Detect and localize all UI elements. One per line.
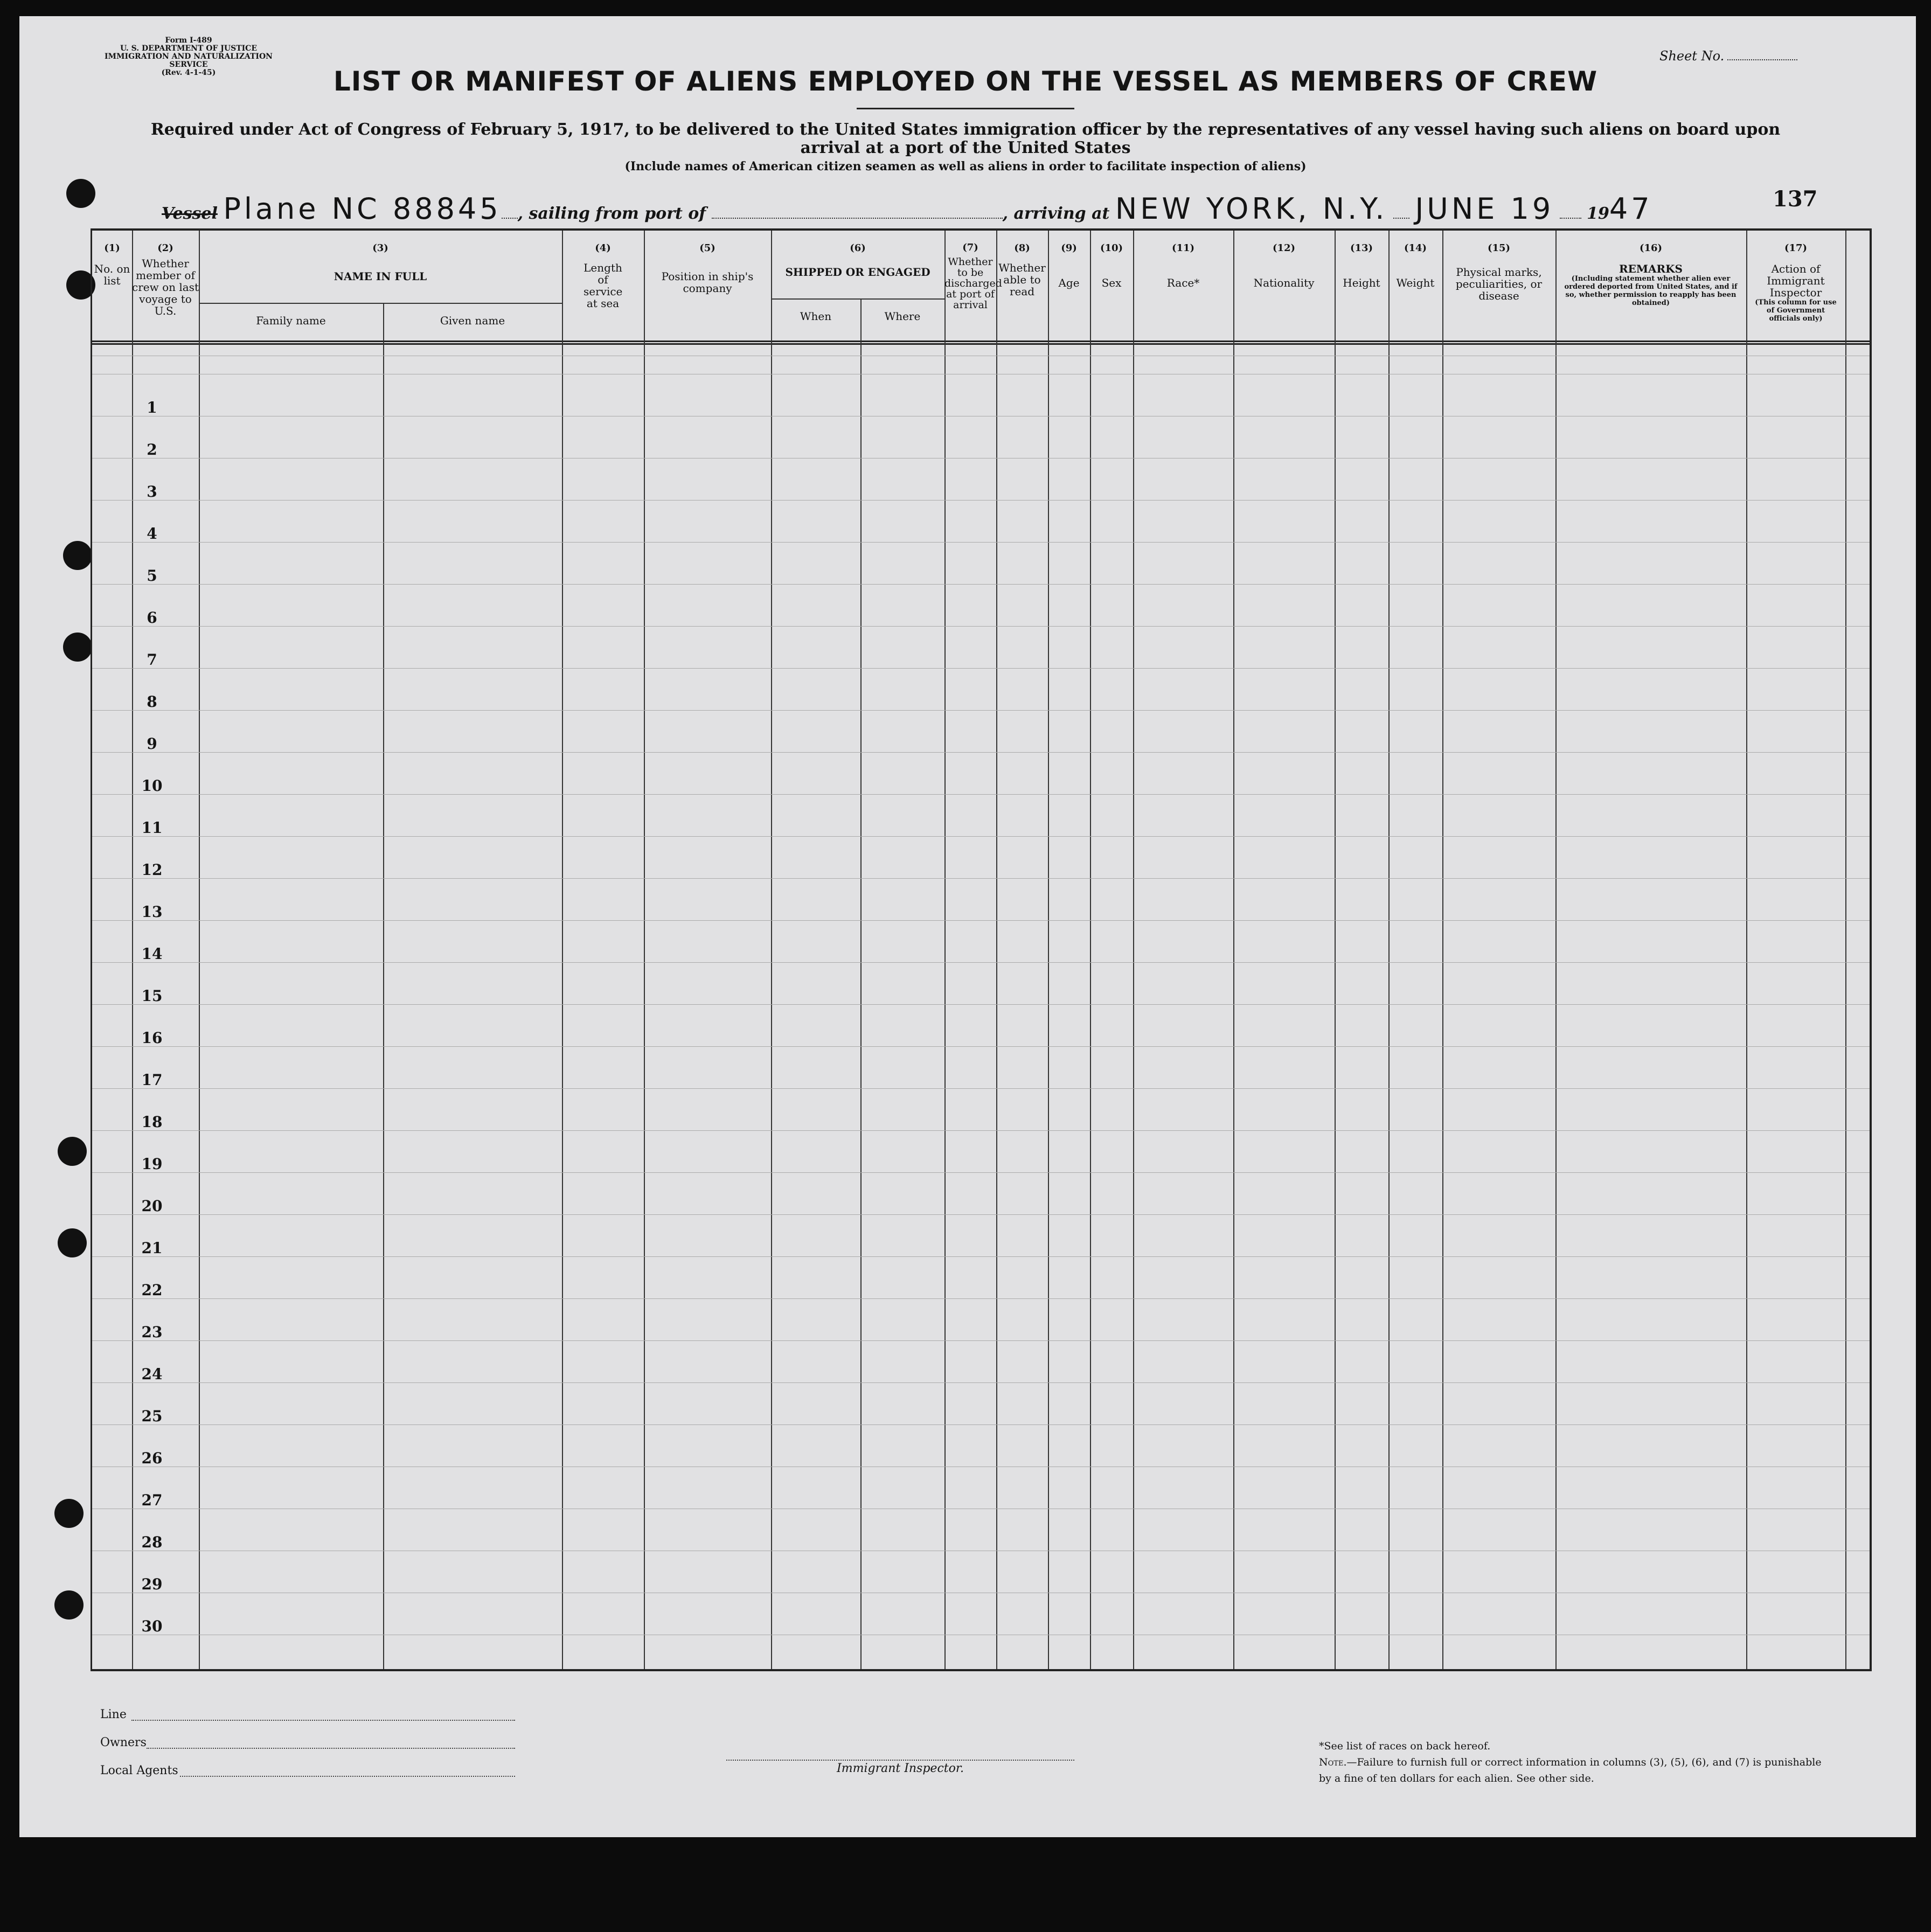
column-divider	[996, 231, 997, 1669]
row-number: 7	[147, 651, 157, 669]
row-number: 1	[147, 399, 157, 416]
column-divider	[562, 231, 563, 1669]
required-text: Required under Act of Congress of February 5, 1917, to be delivered to the United States immigration officer by the representatives of any vessel having such aliens on board upon arrival at a port of the United States	[150, 120, 1781, 157]
row-number: 10	[141, 777, 163, 795]
vessel-line	[162, 192, 1653, 226]
form-id-line: Form I-489	[165, 36, 212, 45]
shipped-subheader-rule	[771, 298, 944, 300]
column-divider	[1442, 231, 1443, 1669]
table-row	[92, 1088, 1870, 1089]
column-subheader: When	[800, 310, 832, 323]
row-number: 23	[141, 1323, 163, 1341]
name-subheader-rule	[199, 303, 562, 304]
row-number: 27	[141, 1491, 163, 1509]
punch-hole-icon	[63, 541, 92, 570]
arriving-label: , arriving at	[1002, 204, 1110, 223]
column-header: (2) Whether member of crew on last voyage to U.S.	[132, 242, 199, 317]
table-row	[92, 1424, 1870, 1425]
row-number: 21	[141, 1239, 163, 1257]
column-header: (8) Whether able to read	[998, 242, 1046, 298]
fine-note	[1319, 1754, 1825, 1787]
owners-label: Owners	[100, 1736, 147, 1749]
footer-notes	[1319, 1738, 1825, 1787]
table-row	[92, 1340, 1870, 1341]
row-number: 24	[141, 1365, 163, 1383]
punch-hole-icon	[54, 1590, 84, 1620]
row-number: 3	[147, 483, 157, 501]
immigrant-inspector-label: Immigrant Inspector.	[837, 1762, 964, 1775]
local-agents-blank[interactable]	[180, 1776, 515, 1777]
table-row	[92, 962, 1870, 963]
table-row	[92, 1130, 1870, 1131]
punch-hole-icon	[63, 633, 92, 662]
vessel-blank	[502, 212, 518, 219]
row-number: 2	[147, 441, 157, 458]
row-number: 25	[141, 1407, 163, 1425]
column-header: (15) Physical marks, peculiarities, or disease	[1455, 242, 1543, 302]
form-id-line: U. S. DEPARTMENT OF JUSTICE	[120, 44, 257, 53]
row-number: 12	[141, 861, 163, 879]
include-note: (Include names of American citizen seamen as well as aliens in order to facilitate inspection of aliens)	[624, 159, 1307, 173]
column-header: (3) NAME IN FULL	[334, 242, 427, 283]
vessel-label: Vessel	[162, 204, 218, 223]
column-header: (17) Action of Immigrant Inspector (This column for use of Government officials only)	[1755, 242, 1837, 323]
line-label: Line	[100, 1708, 127, 1721]
column-header: (11) Race*	[1166, 242, 1200, 289]
row-number: 16	[141, 1029, 163, 1047]
row-number: 26	[141, 1449, 163, 1467]
table-row	[92, 752, 1870, 753]
row-number: 5	[147, 567, 157, 585]
row-number: 28	[141, 1533, 163, 1551]
sequence-number: 137	[1773, 186, 1818, 212]
table-row	[92, 668, 1870, 669]
row-number: 29	[141, 1575, 163, 1593]
line-blank[interactable]	[131, 1720, 515, 1721]
column-divider	[1133, 231, 1134, 1669]
punch-hole-icon	[66, 179, 95, 208]
column-header: (13) Height	[1343, 242, 1380, 289]
punch-hole-icon	[58, 1137, 87, 1166]
header-rule	[92, 340, 1870, 345]
column-header: (1) No. on list	[94, 242, 130, 287]
vessel-value[interactable]: Plane NC 88845	[223, 192, 502, 226]
row-number: 9	[147, 735, 157, 753]
row-number: 22	[141, 1281, 163, 1299]
row-number: 13	[141, 903, 163, 921]
table-row	[92, 1256, 1870, 1257]
table-row	[92, 794, 1870, 795]
column-header: (4) Length of service at sea	[584, 242, 623, 310]
column-divider	[1555, 231, 1557, 1669]
table-row	[92, 1004, 1870, 1005]
row-number: 19	[141, 1155, 163, 1173]
row-number: 18	[141, 1113, 163, 1131]
form-id-line: IMMIGRATION AND NATURALIZATION SERVICE	[105, 52, 273, 69]
sailing-label: , sailing from port of	[517, 204, 706, 223]
punch-hole-icon	[58, 1228, 87, 1257]
row-number: 4	[147, 525, 157, 543]
column-divider	[1048, 231, 1049, 1669]
date-blank	[1560, 212, 1581, 219]
sheet-number-blank[interactable]	[1727, 59, 1797, 60]
column-divider	[860, 298, 862, 1669]
note-label: Note.	[1319, 1756, 1347, 1768]
column-header: (6) SHIPPED OR ENGAGED	[785, 242, 930, 279]
table-row	[92, 1046, 1870, 1047]
punch-hole-icon	[54, 1499, 84, 1528]
table-row	[92, 836, 1870, 837]
arriving-value[interactable]: NEW YORK, N.Y.	[1115, 192, 1388, 226]
table-row	[92, 500, 1870, 501]
table-row	[92, 878, 1870, 879]
column-header: (5) Position in ship's company	[661, 242, 754, 295]
table-row	[92, 710, 1870, 711]
column-divider	[944, 231, 946, 1669]
column-header: (14) Weight	[1396, 242, 1435, 289]
table-row	[92, 920, 1870, 921]
column-divider	[1233, 231, 1234, 1669]
sailing-port-blank[interactable]	[712, 212, 1003, 219]
page-title: LIST OR MANIFEST OF ALIENS EMPLOYED ON THE VESSEL AS MEMBERS OF CREW	[333, 66, 1598, 97]
owners-blank[interactable]	[147, 1748, 515, 1749]
arrival-date-value[interactable]: JUNE 19	[1415, 192, 1554, 226]
column-divider	[1335, 231, 1336, 1669]
row-number: 15	[141, 987, 163, 1005]
column-divider	[1388, 231, 1390, 1669]
race-note: *See list of races on back hereof.	[1319, 1740, 1491, 1752]
column-divider	[383, 303, 384, 1669]
year-value[interactable]: 47	[1609, 192, 1653, 226]
row-number: 30	[141, 1617, 163, 1635]
column-header: (12) Nationality	[1253, 242, 1315, 289]
table-row	[92, 626, 1870, 627]
row-number: 6	[147, 609, 157, 627]
column-subheader: Given name	[440, 314, 505, 327]
table-row	[92, 1172, 1870, 1173]
column-header: (10) Sex	[1100, 242, 1123, 289]
row-number: 20	[141, 1197, 163, 1215]
column-divider	[1746, 231, 1747, 1669]
column-divider	[771, 231, 772, 1669]
row-number: 11	[141, 819, 163, 837]
sheet-number-label: Sheet No.	[1659, 48, 1725, 64]
row-number: 17	[141, 1071, 163, 1089]
column-header: (7) Whether to be discharged at port of arrival	[944, 242, 1002, 311]
column-header: (16) REMARKS (Including statement whether alien ever ordered deported from United States, and if so, whether permission to reapply has been obtained)	[1564, 242, 1738, 307]
crew-manifest-table	[91, 228, 1872, 1671]
form-id-line: (Rev. 4-1-45)	[161, 68, 216, 77]
table-row	[92, 1214, 1870, 1215]
column-subheader: Family name	[256, 314, 326, 327]
column-header: (9) Age	[1058, 242, 1080, 289]
local-agents-label: Local Agents	[100, 1764, 178, 1777]
title-rule	[857, 108, 1074, 109]
sheet-number-field	[1659, 48, 1797, 64]
table-row	[92, 584, 1870, 585]
table-row	[92, 542, 1870, 543]
inspector-signature-blank[interactable]	[726, 1760, 1074, 1761]
column-subheader: Where	[884, 310, 921, 323]
column-divider	[1090, 231, 1091, 1669]
row-number: 8	[147, 693, 157, 711]
row-number: 14	[141, 945, 163, 963]
column-divider	[199, 231, 200, 1669]
table-row	[92, 1382, 1870, 1383]
column-divider	[644, 231, 645, 1669]
year-prefix: 19	[1587, 204, 1609, 223]
column-divider	[1845, 231, 1846, 1669]
arriving-blank	[1393, 212, 1409, 219]
note-text: —Failure to furnish full or correct information in columns (3), (5), (6), and (7) is punishable by a fine of ten dollars for each alien. See other side.	[1319, 1756, 1822, 1784]
table-row	[92, 1298, 1870, 1299]
